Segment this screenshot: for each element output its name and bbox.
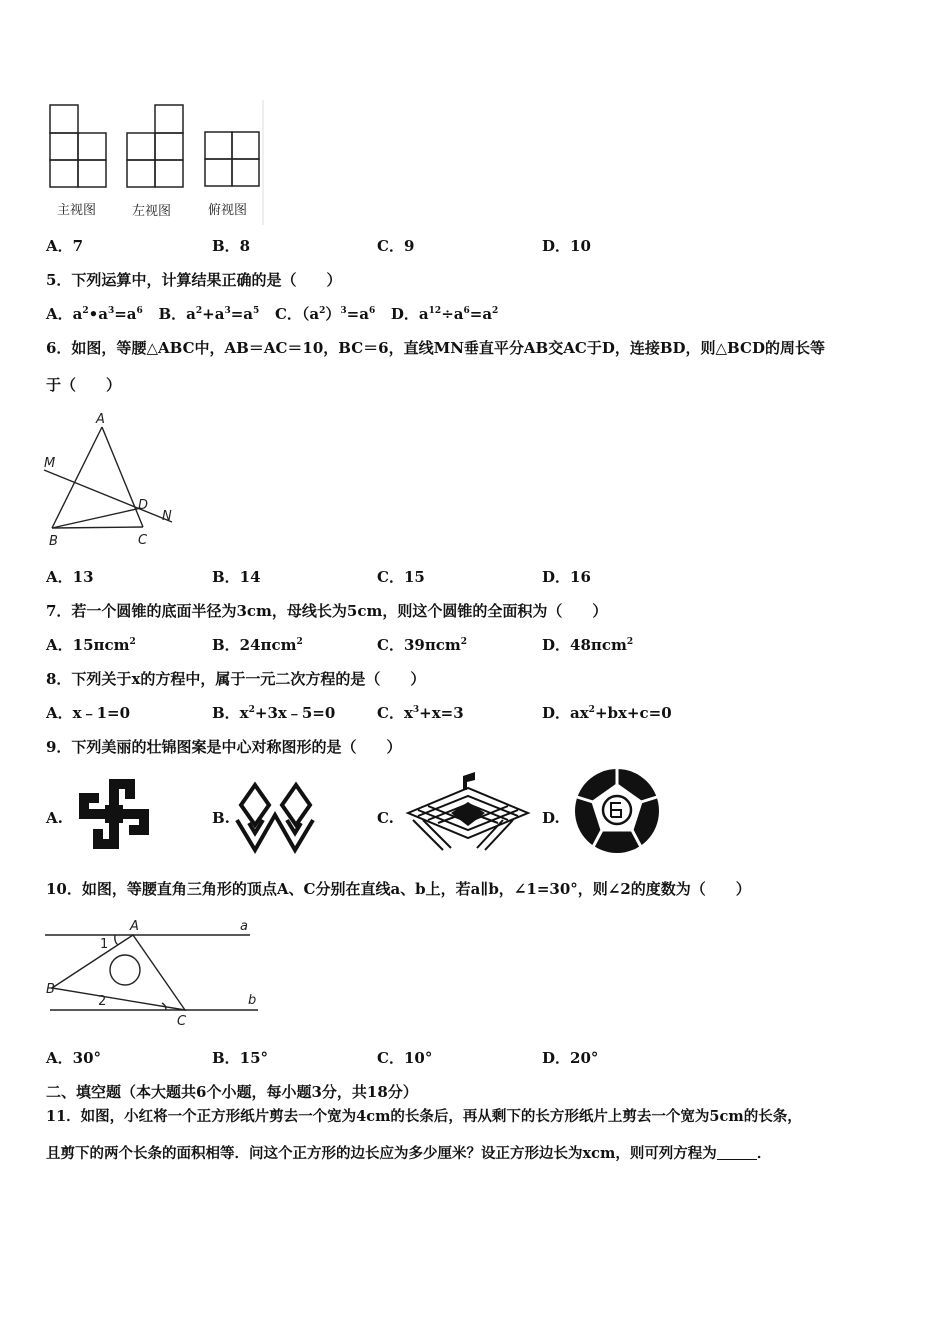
q11-answer-blank[interactable] xyxy=(717,1145,757,1160)
q10-option-d[interactable]: D．20° xyxy=(542,1049,599,1067)
left-view-cell xyxy=(127,133,155,160)
three-view-figure xyxy=(45,100,270,225)
q10-option-c[interactable]: C．10° xyxy=(377,1049,433,1067)
main-view-cell xyxy=(78,160,106,187)
left-view-cell xyxy=(155,133,183,160)
right-triangle-abc xyxy=(52,935,185,1010)
side-ab xyxy=(52,427,102,528)
main-view-cell xyxy=(50,105,78,133)
q10-stem: 10．如图，等腰直角三角形的顶点A、C分别在直线a、b上，若a∥b，∠1=30°，则∠2的度数为（ ） xyxy=(46,880,751,898)
q9-option-d-label[interactable]: D. xyxy=(542,809,560,827)
label-n: N xyxy=(162,509,172,524)
q5-stem: 5．下列运算中，计算结果正确的是（ ） xyxy=(46,271,342,289)
q8-option-d[interactable]: D．$ax^2+bx+c=0$ xyxy=(542,704,672,722)
q5-option-d[interactable]: D．$a^{12}\div a^6=a^2$ xyxy=(390,305,499,323)
top-view-cell xyxy=(232,159,259,186)
q6-option-b[interactable]: B．14 xyxy=(212,568,261,586)
label-c: C xyxy=(138,533,148,548)
q4-option-a[interactable]: A．7 xyxy=(46,237,84,255)
q4-option-d[interactable]: D．10 xyxy=(542,237,591,255)
main-view-cell xyxy=(50,160,78,187)
q6-stem-line2: 于（ ） xyxy=(46,376,122,394)
main-view-label: 主视图 xyxy=(57,203,97,218)
q5-option-b[interactable]: B．$a^2+a^3=a^5$ xyxy=(158,305,260,323)
line-mn xyxy=(44,470,172,522)
label-b-vertex: B xyxy=(46,982,55,997)
side-bc xyxy=(52,527,143,528)
q6-option-a[interactable]: A．13 xyxy=(46,568,94,586)
q9-option-c-label[interactable]: C. xyxy=(377,809,394,827)
q8-stem: 8．下列关于x的方程中，属于一元二次方程的是（ ） xyxy=(46,670,426,688)
q9-pattern-d-circle[interactable] xyxy=(573,767,661,855)
q11-line1: 11．如图，小红将一个正方形纸片剪去一个宽为4cm的长条后，再从剩下的长方形纸片上剪去一个宽为5cm的长条， xyxy=(46,1108,802,1125)
q10-figure xyxy=(40,915,270,1030)
label-line-b: b xyxy=(248,993,257,1008)
q8-option-a[interactable]: A．x﹣1=0 xyxy=(46,704,131,722)
top-view-cell xyxy=(232,132,259,159)
q11-line2-text: 且剪下的两个长条的面积相等．问这个正方形的边长应为多少厘米？设正方形边长为xcm，则可列方程为 xyxy=(46,1145,717,1162)
segment-bd xyxy=(52,508,141,528)
label-angle-2: 2 xyxy=(98,994,107,1009)
q9-stem: 9．下列美丽的壮锦图案是中心对称图形的是（ ） xyxy=(46,738,402,756)
label-c-vertex: C xyxy=(177,1014,187,1029)
q10-option-a[interactable]: A．30° xyxy=(46,1049,102,1067)
q7-option-c[interactable]: C．39πcm$^2$ xyxy=(377,636,468,654)
q6-triangle-figure xyxy=(40,405,190,555)
section2-heading: 二、填空题（本大题共6个小题，每小题3分，共18分） xyxy=(46,1083,418,1101)
q9-pattern-a-swastika[interactable] xyxy=(75,775,153,853)
main-view-cell xyxy=(78,133,106,160)
q4-option-b[interactable]: B．8 xyxy=(212,237,251,255)
q5-options-row xyxy=(46,304,498,324)
triangle-hole xyxy=(110,955,140,985)
q9-pattern-b-zigzag[interactable] xyxy=(233,775,318,855)
top-view-label: 俯视图 xyxy=(208,203,248,218)
q4-option-c[interactable]: C．9 xyxy=(377,237,415,255)
label-line-a: a xyxy=(240,919,248,934)
q7-option-b[interactable]: B．24πcm$^2$ xyxy=(212,636,303,654)
q6-option-c[interactable]: C．15 xyxy=(377,568,425,586)
label-a-vertex: A xyxy=(130,919,139,934)
q5-option-a[interactable]: A．$a^2•a^3=a^6$ xyxy=(46,305,143,323)
q8-option-b[interactable]: B．$x^2+3x﹣5=0$ xyxy=(212,704,336,722)
label-b: B xyxy=(49,534,58,549)
q7-option-a[interactable]: A．15πcm$^2$ xyxy=(46,636,136,654)
label-a: A xyxy=(96,412,105,427)
q11-line2-end: ． xyxy=(756,1145,772,1162)
q9-option-b-label[interactable]: B. xyxy=(212,809,230,827)
q7-stem: 7．若一个圆锥的底面半径为3cm，母线长为5cm，则这个圆锥的全面积为（ ） xyxy=(46,602,608,620)
q5-option-c[interactable]: C．$(a^2)^3=a^6$ xyxy=(274,305,376,323)
label-angle-1: 1 xyxy=(100,937,109,952)
left-view-label: 左视图 xyxy=(132,204,172,219)
top-view-cell xyxy=(205,159,232,186)
q10-option-b[interactable]: B．15° xyxy=(212,1049,269,1067)
label-d: D xyxy=(138,498,149,513)
top-view-cell xyxy=(205,132,232,159)
label-m: M xyxy=(44,456,56,471)
left-view-cell xyxy=(155,160,183,187)
q8-option-c[interactable]: C．$x^3+x=3$ xyxy=(377,704,464,722)
main-view-cell xyxy=(50,133,78,160)
q6-stem-line1: 6．如图，等腰△ABC中，AB＝AC＝10，BC＝6，直线MN垂直平分AB交AC于D，连接BD，则△BCD的周长等 xyxy=(46,339,825,357)
q9-pattern-c-bird[interactable] xyxy=(403,768,533,858)
q7-option-d[interactable]: D．48πcm$^2$ xyxy=(542,636,634,654)
left-view-cell xyxy=(155,105,183,133)
left-view-cell xyxy=(127,160,155,187)
q9-option-a-label[interactable]: A. xyxy=(46,809,63,827)
q6-option-d[interactable]: D．16 xyxy=(542,568,591,586)
q11-line2 xyxy=(46,1144,771,1164)
